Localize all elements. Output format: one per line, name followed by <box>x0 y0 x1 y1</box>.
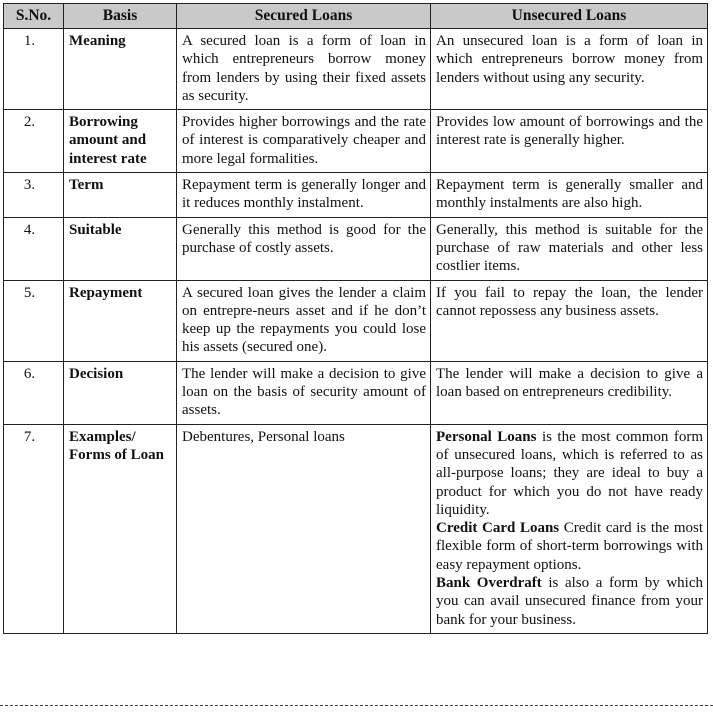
secured-cell: Debentures, Personal loans <box>177 424 431 633</box>
table-row <box>4 280 708 361</box>
unsecured-cell: Repayment term is generally smaller and monthly instalments are also high. <box>431 173 708 218</box>
loan-type-item <box>436 519 703 574</box>
sno-cell: 6. <box>4 361 64 424</box>
comparison-table <box>3 3 708 634</box>
header-sno: S.No. <box>4 4 64 29</box>
basis-cell: Examples/ Forms of Loan <box>64 424 177 633</box>
sno-cell: 2. <box>4 110 64 173</box>
basis-cell: Term <box>64 173 177 218</box>
unsecured-cell: Generally, this method is suitable for the purchase of raw materials and other less costlier items. <box>431 217 708 280</box>
basis-cell: Decision <box>64 361 177 424</box>
loan-type-term: Personal Loans <box>436 428 537 445</box>
unsecured-cell: An unsecured loan is a form of loan in which entrepreneurs borrow money from lenders without using any security. <box>431 29 708 110</box>
unsecured-cell: Provides low amount of borrowings and the interest rate is generally higher. <box>431 110 708 173</box>
secured-cell: Repayment term is generally longer and it reduces monthly instalment. <box>177 173 431 218</box>
basis-cell: Meaning <box>64 29 177 110</box>
secured-cell: The lender will make a decision to give loan on the basis of security amount of assets. <box>177 361 431 424</box>
table-row <box>4 173 708 218</box>
table-row <box>4 110 708 173</box>
loan-type-text: Credit card is the most flexible form of short-term borrowings with easy repayment options. <box>436 520 703 573</box>
bottom-dashed-rule <box>0 705 713 706</box>
sno-cell: 1. <box>4 29 64 110</box>
loan-type-text: is the most common form of unsecured loans, which is referred to as all-purpose loans; they are ideal to buy a product for which you do not have ready liquidity. <box>436 428 703 518</box>
sno-cell: 4. <box>4 217 64 280</box>
table-row <box>4 361 708 424</box>
basis-cell: Suitable <box>64 217 177 280</box>
unsecured-cell: If you fail to repay the loan, the lender cannot repossess any business assets. <box>431 280 708 361</box>
secured-cell: Provides higher borrowings and the rate of interest is comparatively cheaper and more legal formalities. <box>177 110 431 173</box>
secured-cell: A secured loan is a form of loan in which entrepreneurs borrow money from lenders by using their fixed assets as security. <box>177 29 431 110</box>
header-row <box>4 4 708 29</box>
sno-cell: 3. <box>4 173 64 218</box>
secured-cell: Generally this method is good for the purchase of costly assets. <box>177 217 431 280</box>
header-unsecured: Unsecured Loans <box>431 4 708 29</box>
loan-type-term: Bank Overdraft <box>436 575 542 592</box>
table-row <box>4 424 708 633</box>
header-secured: Secured Loans <box>177 4 431 29</box>
header-basis: Basis <box>64 4 177 29</box>
loan-type-term: Credit Card Loans <box>436 520 560 537</box>
sno-cell: 5. <box>4 280 64 361</box>
table-row <box>4 29 708 110</box>
secured-cell: A secured loan gives the lender a claim on entrepre-neurs asset and if he don’t keep up the repayments you could lose his assets (secured one). <box>177 280 431 361</box>
loan-type-item <box>436 428 703 519</box>
basis-cell: Repayment <box>64 280 177 361</box>
sno-cell: 7. <box>4 424 64 633</box>
unsecured-cell: The lender will make a decision to give a loan based on entrepreneurs credibility. <box>431 361 708 424</box>
loan-type-item <box>436 574 703 629</box>
basis-cell: Borrowing amount and interest rate <box>64 110 177 173</box>
unsecured-cell <box>431 424 708 633</box>
loan-type-text: is also a form by which you can avail unsecured finance from your bank for your business. <box>436 575 703 628</box>
table-row <box>4 217 708 280</box>
